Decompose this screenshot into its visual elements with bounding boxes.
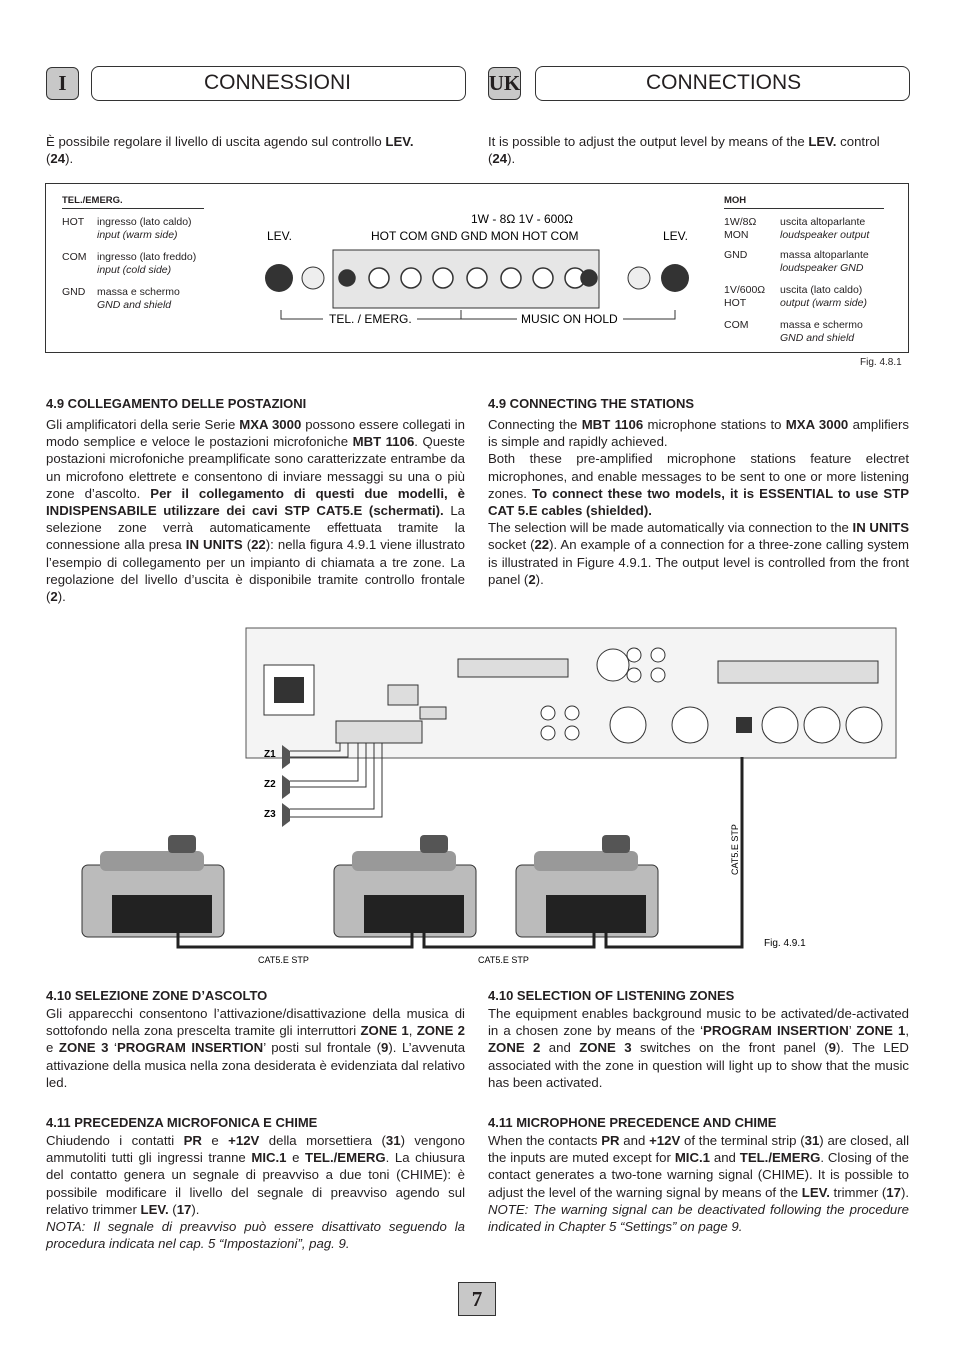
heading-4-9-english: 4.9 CONNECTING THE STATIONS xyxy=(488,396,695,411)
legend-code: 1V/600Ω HOT xyxy=(724,284,766,309)
legend-code: HOT xyxy=(62,216,85,228)
heading-4-10-english: 4.10 SELECTION OF LISTENING ZONES xyxy=(488,988,735,1003)
intro-ref: 24 xyxy=(50,151,66,167)
title-text: CONNESSIONI xyxy=(204,71,352,94)
zone-speakers xyxy=(282,745,290,827)
legend-it: ingresso (lato freddo) xyxy=(97,251,197,263)
intro-text: It is possible to adjust the output level by means of the xyxy=(488,134,805,149)
section-title-english xyxy=(535,66,910,101)
legend-it: uscita altoparlante xyxy=(780,216,866,228)
legend-it: massa e schermo xyxy=(780,319,863,331)
page-number: 7 xyxy=(458,1282,496,1316)
intro-text-2: control xyxy=(840,134,880,149)
heading-4-11-english: 4.11 MICROPHONE PRECEDENCE AND CHIME xyxy=(488,1115,777,1130)
legend-en: input (warm side) xyxy=(97,228,178,241)
legend-it: massa altoparlante xyxy=(780,249,869,261)
terminal-labels: HOT COM GND GND MON HOT COM xyxy=(371,229,579,243)
tel-emerg-heading-rule xyxy=(62,208,204,209)
lev-label-left: LEV. xyxy=(267,229,292,243)
cable-label-vertical: CAT5.E STP xyxy=(730,824,740,875)
legend-row xyxy=(62,216,242,251)
legend-code: GND xyxy=(62,286,86,298)
figure-4-9-1-diagram xyxy=(78,625,900,970)
legend-row xyxy=(724,284,904,319)
zone-label-1: Z1 xyxy=(264,749,276,760)
legend-code: GND xyxy=(724,249,748,261)
legend-it: uscita (lato caldo) xyxy=(780,284,863,296)
body-4-11-italian: Chiudendo i contatti PR e +12V della morsettiera (31) vengono ammutoliti tutti gli ingressi tranne MIC.1 e TEL./EMERG. La chiusura del contatto genera un segnale di preavviso a due toni (CHIME): è possibile modificare il livello del segnale di preavviso agendo sul relativo trimmer LEV. (17). NOTA: Il segnale di preavviso può essere disattivato seguendo la procedura indicata nel cap. 5 “Impostazioni”, pag. 9. xyxy=(46,1133,466,1252)
legend-en: loudspeaker GND xyxy=(780,261,864,274)
lev-label-right: LEV. xyxy=(663,229,688,243)
legend-row xyxy=(724,216,904,249)
legend-row xyxy=(724,319,904,349)
heading-4-9-italian: 4.9 COLLEGAMENTO DELLE POSTAZIONI xyxy=(46,396,307,411)
zone-label-2: Z2 xyxy=(264,779,276,790)
in-units-socket xyxy=(736,717,752,733)
intro-bold: LEV. xyxy=(385,134,414,149)
zone-label-3: Z3 xyxy=(264,809,276,820)
section-title-italian xyxy=(91,66,466,101)
moh-heading-rule xyxy=(724,208,884,209)
legend-row xyxy=(62,251,242,286)
heading-4-10-italian: 4.10 SELEZIONE ZONE D’ASCOLTO xyxy=(46,988,268,1003)
body-4-9-italian: Gli amplificatori della serie Serie MXA 3000 possono essere collegati in modo semplice e veloce le postazioni microfoniche MBT 1106. Queste postazioni microfoniche preamplificate sono caratterizzate entrambe da un microfono elettrete e consentono di inviare messaggi su una o più zone d’ascolto. Per il collegamento di questi due modelli, è INDISPENSABILE utilizzare dei cavi STP CAT5.E (schermati). La selezione zone verrà automaticamente effettuata tramite la connessione alla presa IN UNITS (22): nella figura 4.9.1 viene illustrato l’esempio di collegamento per un impianto di chiamata a tre zone. La regolazione del livello d’uscita è disponibile tramite controllo frontale (2). xyxy=(46,417,465,605)
intro-english: It is possible to adjust the output level by means of the LEV. control (24). xyxy=(488,134,880,167)
body-4-11-english: When the contacts PR and +12V of the terminal strip (31) are closed, all the inputs are muted except for MIC.1 and TEL./EMERG. Closing of the contact generates a two-tone warning signal (CHIME). It is possible to adjust the level of the warning signal by means of the LEV. trimmer (17). NOTE: The warning signal can be deactivated following the procedure indicated in Chapter 5 “Settings” on page 9. xyxy=(488,1133,910,1235)
spec-label: 1W - 8Ω 1V - 600Ω xyxy=(471,212,573,226)
intro-text: È possibile regolare il livello di uscita agendo sul controllo xyxy=(46,134,382,149)
heading-4-11-italian: 4.11 PRECEDENZA MICROFONICA E CHIME xyxy=(46,1115,318,1130)
cable-label-2: CAT5.E STP xyxy=(478,955,529,965)
legend-en: output (warm side) xyxy=(780,296,867,309)
intro-italian: È possibile regolare il livello di uscita agendo sul controllo LEV. (24). xyxy=(46,134,414,167)
moh-legend xyxy=(724,216,904,349)
figure-caption-4-8-1: Fig. 4.8.1 xyxy=(860,357,902,368)
body-4-9-english: Connecting the MBT 1106 microphone stations to MXA 3000 amplifiers is simple and rapidly achieved. Both these pre-amplified microphone stations feature electret microphones, and enable messages to be sent to one or more listening zones. To connect these two models, it is ESSENTIAL to use STP CAT 5.E cables (shielded). The selection will be made automatically via connection to the IN UNITS socket (22). An example of a connection for a three-zone calling system is illustrated in Figure 4.9.1. The output level is controlled from the front panel (2). xyxy=(488,417,910,587)
tel-emerg-heading: TEL./EMERG. xyxy=(62,195,123,206)
amplifier-terminal-block xyxy=(336,721,422,743)
legend-code: COM xyxy=(724,319,749,331)
intro-ref: 24 xyxy=(492,151,508,167)
group-label-moh: MUSIC ON HOLD xyxy=(521,312,618,326)
language-badge-italian: I xyxy=(46,67,79,100)
body-4-10-italian: Gli apparecchi consentono l’attivazione/disattivazione della musica di sottofondo nella zona prescelta tramite gli interruttori ZONE 1, ZONE 2 e ZONE 3 ‘PROGRAM INSERTION’ posti sul frontale (9). L’avvenuta attivazione della musica nella zona desiderata è evidenziata dal relativo led. xyxy=(46,1006,466,1090)
group-label-tel-emerg: TEL. / EMERG. xyxy=(329,312,412,326)
body-4-10-english: The equipment enables background music to be activated/de-activated in a chosen zone by means of the ‘PROGRAM INSERTION’ ZONE 1, ZONE 2 and ZONE 3 switches on the front panel (9). The LED associated with the zone in question will light up to show that the music has been activated. xyxy=(488,1006,910,1090)
tel-emerg-legend xyxy=(62,216,242,321)
legend-en: GND and shield xyxy=(97,298,172,311)
intro-bold: LEV. xyxy=(808,134,837,149)
figure-caption-4-9-1: Fig. 4.9.1 xyxy=(764,938,806,949)
microphone-stations xyxy=(82,835,658,937)
legend-row xyxy=(62,286,242,321)
moh-heading: MOH xyxy=(724,195,747,206)
legend-en: loudspeaker output xyxy=(780,228,870,241)
language-badge-english: UK xyxy=(488,67,521,100)
legend-it: massa e schermo xyxy=(97,286,180,298)
legend-code: 1W/8Ω MON xyxy=(724,216,757,241)
legend-row xyxy=(724,249,904,284)
legend-it: ingresso (lato caldo) xyxy=(97,216,192,228)
cable-label-1: CAT5.E STP xyxy=(258,955,309,965)
legend-en: GND and shield xyxy=(780,331,855,344)
legend-code: COM xyxy=(62,251,87,263)
legend-en: input (cold side) xyxy=(97,263,172,276)
title-text: CONNECTIONS xyxy=(646,71,802,94)
terminal-strip-diagram xyxy=(255,206,700,331)
